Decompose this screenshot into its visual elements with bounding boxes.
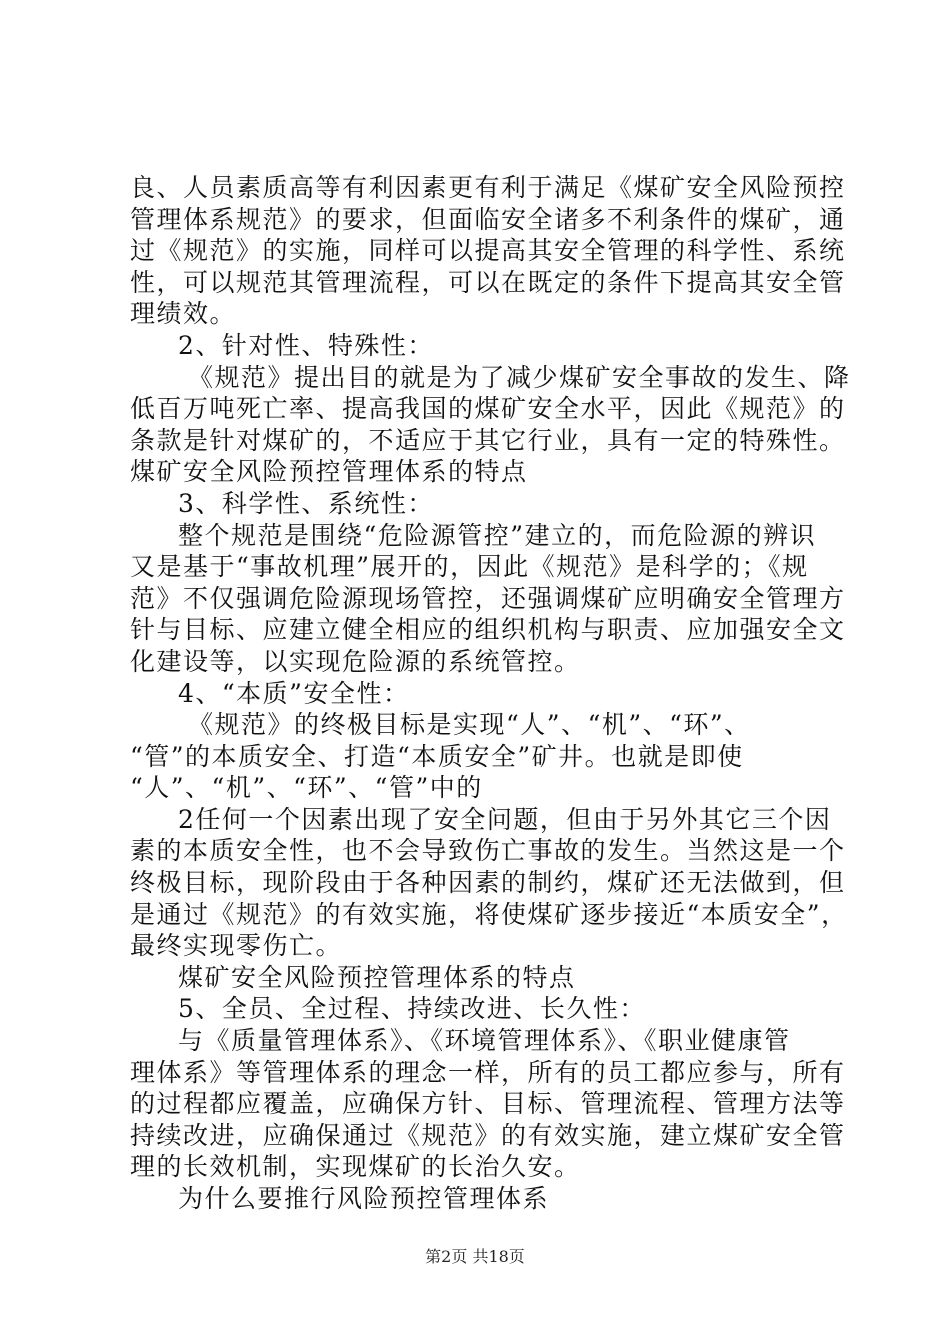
text-line: 化建设等，以实现危险源的系统管控。 (130, 646, 581, 676)
text-line: 条款是针对煤矿的，不适应于其它行业，具有一定的特殊性。 (130, 425, 846, 455)
document-body (130, 172, 851, 1215)
text-line: 终极目标，现阶段由于各种因素的制约，煤矿还无法做到，但 (130, 868, 846, 898)
text-line: 《规范》的终极目标是实现“人”、“机”、“环”、 (188, 710, 751, 740)
text-line: 3、科学性、系统性： (178, 488, 434, 518)
text-line: 煤矿安全风险预控管理体系的特点 (178, 962, 576, 992)
text-line: 最终实现零伤亡。 (130, 931, 343, 961)
text-line: 5、全员、全过程、持续改进、长久性： (178, 994, 646, 1024)
text-line: 《规范》提出目的就是为了减少煤矿安全事故的发生、降 (188, 362, 851, 392)
text-line: 范》不仅强调危险源现场管控，还强调煤矿应明确安全管理方 (130, 583, 846, 613)
text-line: 素的本质安全性，也不会导致伤亡事故的发生。当然这是一个 (130, 836, 846, 866)
text-line: 理体系》等管理体系的理念一样，所有的员工都应参与，所有 (130, 1057, 846, 1087)
text-line: 4、“本质”安全性： (178, 678, 410, 708)
text-line: “人”、“机”、“环”、“管”中的 (130, 773, 483, 803)
text-line: 过《规范》的实施，同样可以提高其安全管理的科学性、系统 (130, 236, 846, 266)
text-line: 又是基于“事故机理”展开的，因此《规范》是科学的；《规 (130, 552, 809, 582)
text-line: 理绩效。 (130, 299, 237, 329)
text-line: 是通过《规范》的有效实施，将使煤矿逐步接近“本质安全”， (130, 899, 848, 929)
text-line: “管”的本质安全、打造“本质安全”矿井。也就是即使 (130, 741, 744, 771)
text-line: 与《质量管理体系》、《环境管理体系》、《职业健康管 (178, 1026, 791, 1056)
text-line: 理的长效机制，实现煤矿的长治久安。 (130, 1152, 581, 1182)
text-line: 针与目标、应建立健全相应的组织机构与职责、应加强安全文 (130, 615, 846, 645)
text-line: 性，可以规范其管理流程，可以在既定的条件下提高其安全管 (130, 267, 846, 297)
text-line: 良、人员素质高等有利因素更有利于满足《煤矿安全风险预控 (130, 173, 846, 202)
text-line: 的过程都应覆盖，应确保方针、目标、管理流程、管理方法等 (130, 1089, 846, 1119)
text-line: 持续改进，应确保通过《规范》的有效实施，建立煤矿安全管 (130, 1120, 846, 1150)
page-footer: 第2页 共18页 (425, 1247, 525, 1266)
text-line: 低百万吨死亡率、提高我国的煤矿安全水平，因此《规范》的 (130, 394, 846, 424)
text-line: 2任何一个因素出现了安全问题，但由于另外其它三个因 (178, 804, 832, 834)
text-line: 2、针对性、特殊性： (178, 330, 434, 360)
text-line: 为什么要推行风险预控管理体系 (178, 1184, 550, 1213)
text-line: 管理体系规范》的要求，但面临安全诸多不利条件的煤矿，通 (130, 204, 846, 234)
text-line: 整个规范是围绕“危险源管控”建立的，而危险源的辨识 (178, 520, 817, 550)
text-line: 煤矿安全风险预控管理体系的特点 (130, 457, 528, 487)
